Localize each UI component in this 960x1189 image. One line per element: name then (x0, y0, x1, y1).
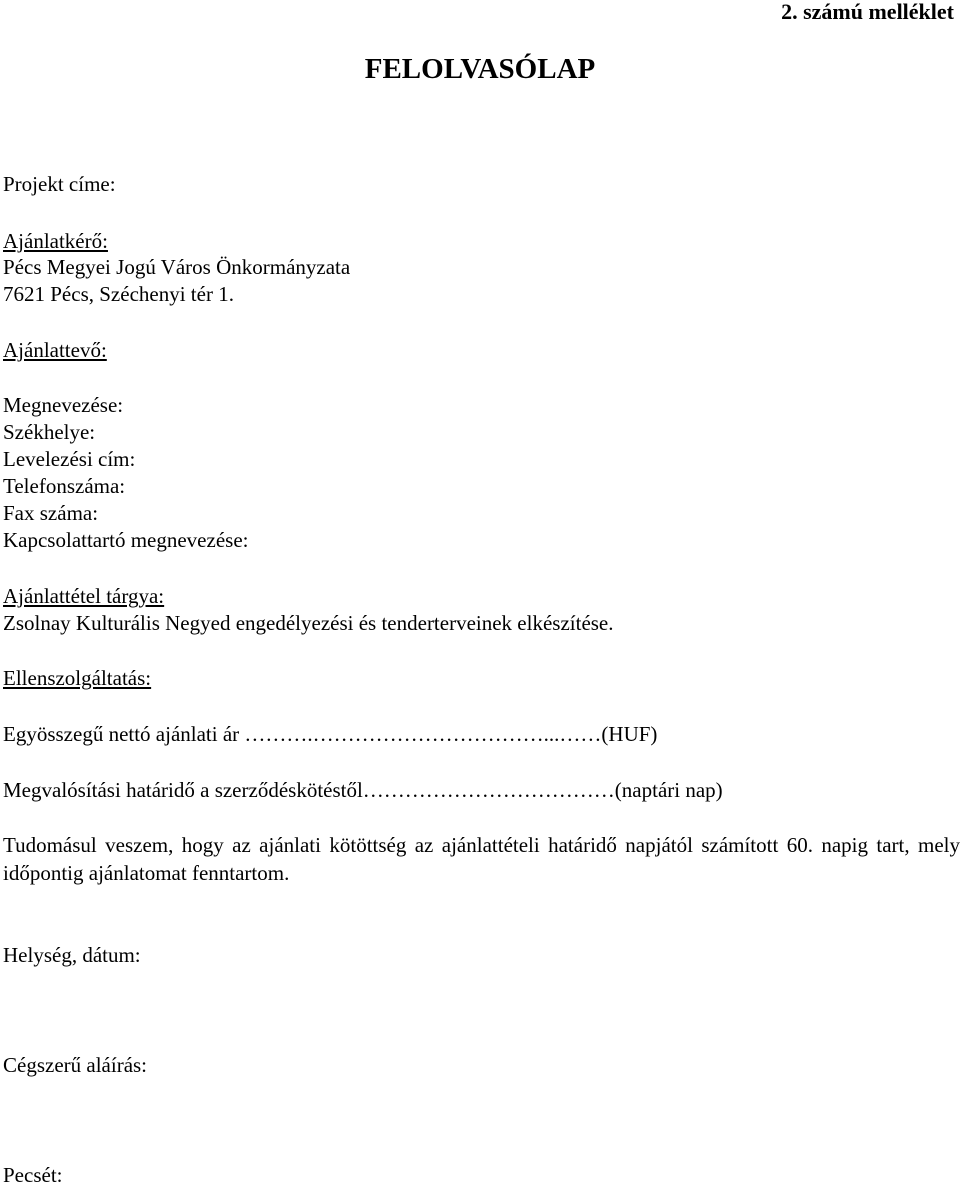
bidder-mailing-address-field: Levelezési cím: (3, 447, 136, 471)
subject-text: Zsolnay Kulturális Negyed engedélyezési és tenderterveinek elkészítése. (3, 611, 614, 635)
requester-name: Pécs Megyei Jogú Város Önkormányzata (3, 255, 351, 279)
signature-label: Cégszerű aláírás: (3, 1053, 148, 1077)
bidder-label: Ajánlattevő: (3, 338, 107, 362)
bidder-contact-field: Kapcsolattartó megnevezése: (3, 528, 249, 552)
place-date-label: Helység, dátum: (3, 943, 141, 967)
net-price-line: Egyösszegű nettó ajánlati ár ……….……………………………...……(HUF) (3, 722, 658, 746)
bidder-fax-field: Fax száma: (3, 501, 99, 525)
bidder-phone-field: Telefonszáma: (3, 474, 126, 498)
stamp-label: Pecsét: (3, 1163, 63, 1187)
bidder-name-field: Megnevezése: (3, 393, 124, 417)
bidder-seat-field: Székhelye: (3, 420, 96, 444)
page-title: FELOLVASÓLAP (364, 53, 596, 85)
requester-label: Ajánlatkérő: (3, 229, 108, 253)
requester-address: 7621 Pécs, Széchenyi tér 1. (3, 282, 234, 306)
subject-label: Ajánlattétel tárgya: (3, 584, 165, 608)
consideration-label: Ellenszolgáltatás: (3, 666, 152, 690)
statement-paragraph: Tudomásul veszem, hogy az ajánlati kötöttség az ajánlattételi határidő napjától számított 60. napig tart, mely időpontig ajánlatomat fenntartom. (3, 833, 960, 885)
deadline-line: Megvalósítási határidő a szerződéskötéstől………………………………(naptári nap) (3, 778, 723, 802)
project-title-label: Projekt címe: (3, 172, 116, 196)
annex-label: 2. számú melléklet (781, 0, 954, 24)
